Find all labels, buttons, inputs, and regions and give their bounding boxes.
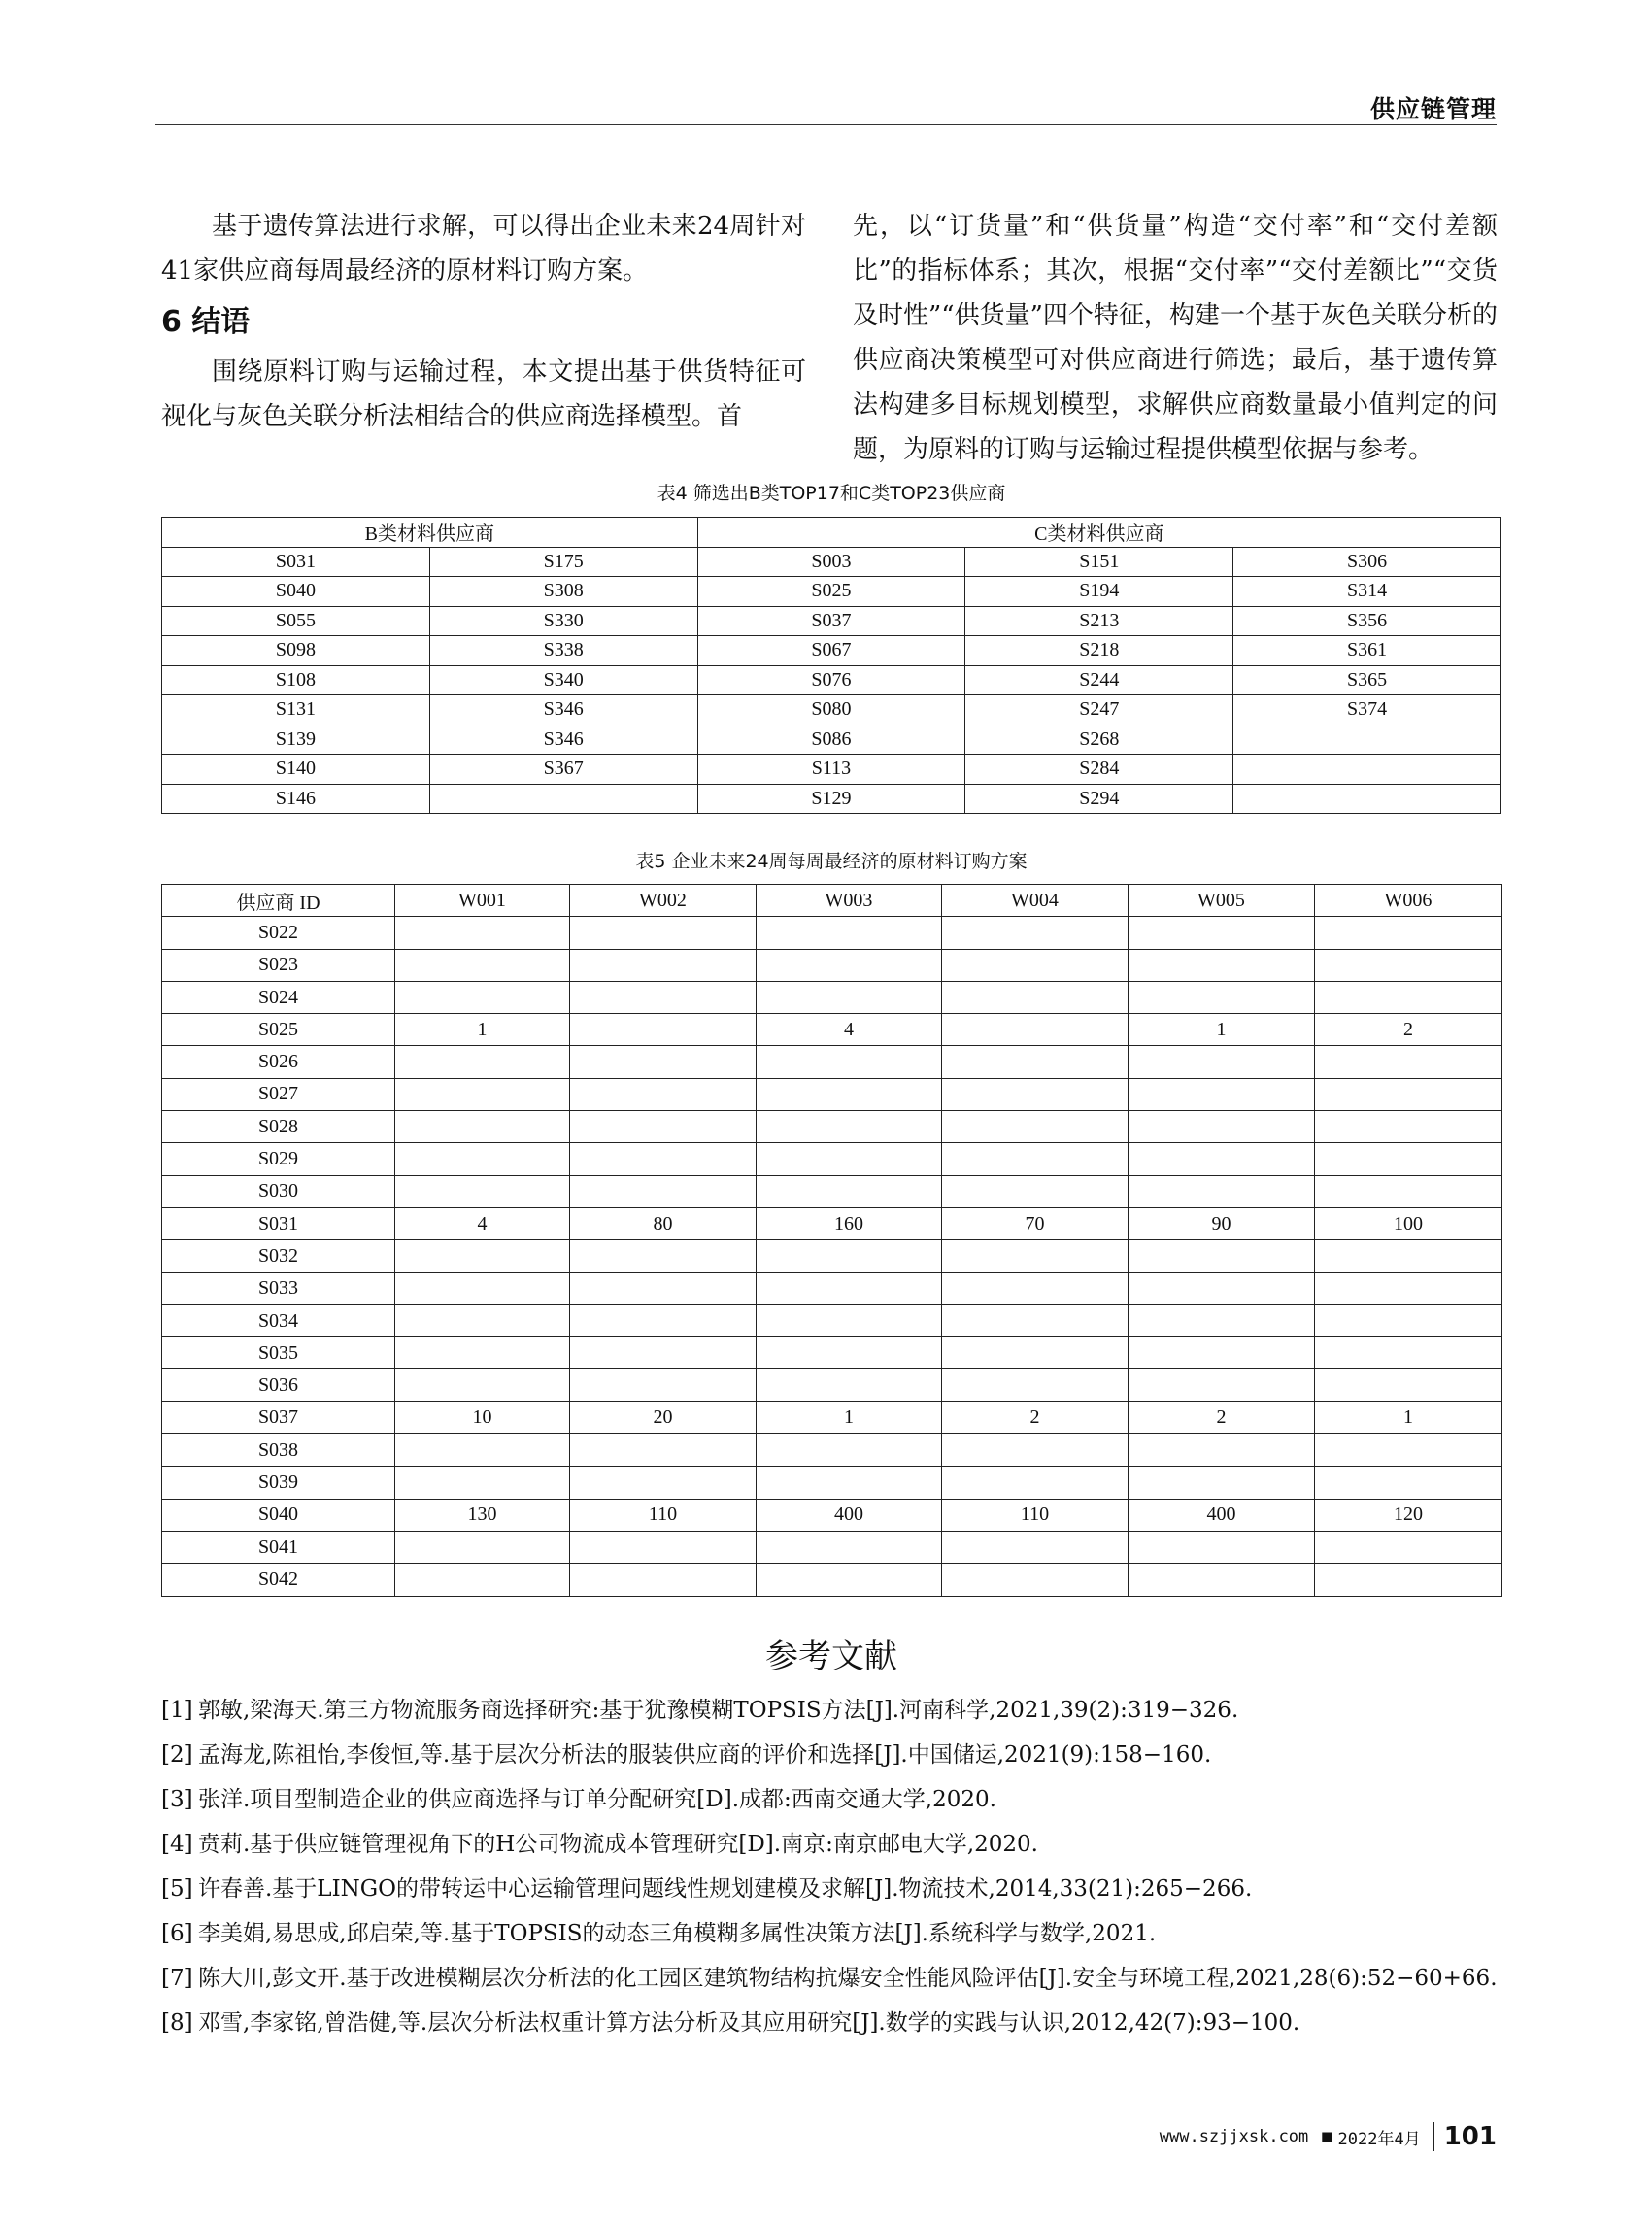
table-row <box>162 1207 1502 1239</box>
supplier-id-cell: S041 <box>162 1531 395 1563</box>
page-footer <box>1160 2122 1497 2151</box>
table-cell <box>1315 1272 1502 1304</box>
table-cell: S175 <box>429 547 697 577</box>
table-cell <box>757 1369 942 1401</box>
column-header: W004 <box>942 885 1129 917</box>
body-column-right <box>853 204 1498 472</box>
table-cell <box>570 1434 757 1467</box>
table-cell <box>1315 917 1502 949</box>
table-cell <box>1315 1078 1502 1110</box>
table-cell <box>1129 1272 1315 1304</box>
table-row <box>162 1304 1502 1336</box>
table-cell <box>1129 917 1315 949</box>
table-cell <box>942 1143 1129 1175</box>
table-cell <box>1129 981 1315 1013</box>
table-cell: 400 <box>1129 1499 1315 1531</box>
table-cell: 110 <box>942 1499 1129 1531</box>
table-cell <box>1315 1046 1502 1078</box>
table-cell <box>1315 1304 1502 1336</box>
table-cell: S338 <box>429 636 697 666</box>
table-cell <box>942 1304 1129 1336</box>
table5-caption: 表5 企业未来24周每周最经济的原材料订购方案 <box>635 851 1028 872</box>
table-cell: 1 <box>1315 1401 1502 1433</box>
table-cell <box>1129 949 1315 981</box>
supplier-id-cell: S024 <box>162 981 395 1013</box>
table-cell <box>1129 1078 1315 1110</box>
table-cell <box>1129 1369 1315 1401</box>
table-cell <box>942 1272 1129 1304</box>
table5 <box>161 884 1502 1597</box>
table-header-row <box>162 518 1501 548</box>
table-cell: S131 <box>162 695 430 725</box>
table-cell <box>942 917 1129 949</box>
table-row <box>162 1014 1502 1046</box>
table-cell <box>570 1014 757 1046</box>
table-cell <box>395 1467 570 1499</box>
body-column-left <box>161 204 806 439</box>
table-cell <box>1315 949 1502 981</box>
supplier-id-cell: S042 <box>162 1564 395 1596</box>
table-cell: S067 <box>697 636 965 666</box>
table-cell <box>1129 1434 1315 1467</box>
table-cell: S194 <box>965 577 1233 607</box>
table-cell: S076 <box>697 665 965 695</box>
table-cell <box>757 1175 942 1207</box>
table-cell <box>1129 1046 1315 1078</box>
reference-number: [3] <box>161 1787 193 1812</box>
reference-text: 李美娟,易思成,邱启荣,等.基于TOPSIS的动态三角模糊多属性决策方法[J].系统科学与数学,2021. <box>198 1921 1157 1946</box>
table-row <box>162 1078 1502 1110</box>
table-cell <box>942 1175 1129 1207</box>
supplier-id-cell: S040 <box>162 1499 395 1531</box>
footer-url: www.szjjxsk.com <box>1159 2127 1309 2146</box>
table-row <box>162 917 1502 949</box>
table-cell <box>570 1531 757 1563</box>
table-cell <box>757 1046 942 1078</box>
table-row <box>162 725 1501 755</box>
group-header-b: B类材料供应商 <box>162 518 698 548</box>
supplier-id-cell: S037 <box>162 1401 395 1433</box>
supplier-id-cell: S036 <box>162 1369 395 1401</box>
table-cell <box>395 917 570 949</box>
table-cell <box>395 1078 570 1110</box>
reference-item <box>161 1867 1501 1911</box>
table-row <box>162 1531 1502 1563</box>
table-cell <box>570 1240 757 1272</box>
table-cell: S113 <box>697 755 965 785</box>
supplier-id-cell: S025 <box>162 1014 395 1046</box>
reference-item <box>161 1688 1501 1733</box>
table-cell: 20 <box>570 1401 757 1433</box>
table-cell <box>1315 1111 1502 1143</box>
table-cell: 120 <box>1315 1499 1502 1531</box>
table-row <box>162 1499 1502 1531</box>
reference-number: [2] <box>161 1742 193 1768</box>
reference-number: [7] <box>161 1966 193 1991</box>
header-rule <box>155 124 1497 125</box>
table-cell: S146 <box>162 784 430 814</box>
table-cell <box>942 1240 1129 1272</box>
table-cell: S108 <box>162 665 430 695</box>
table-row <box>162 1240 1502 1272</box>
table-cell: 90 <box>1129 1207 1315 1239</box>
table-cell: 400 <box>757 1499 942 1531</box>
table-cell <box>1129 1531 1315 1563</box>
table-cell: S374 <box>1233 695 1501 725</box>
table-cell <box>570 1337 757 1369</box>
reference-text: 许春善.基于LINGO的带转运中心运输管理问题线性规划建模及求解[J].物流技术,2014,33(21):265−266. <box>198 1876 1253 1902</box>
table-cell: S140 <box>162 755 430 785</box>
table-cell: 2 <box>1129 1401 1315 1433</box>
table-row <box>162 1467 1502 1499</box>
table-cell: 1 <box>757 1401 942 1433</box>
table-cell: S314 <box>1233 577 1501 607</box>
table-cell <box>1129 1143 1315 1175</box>
table-cell: S139 <box>162 725 430 755</box>
table-cell <box>757 1143 942 1175</box>
table-cell: 100 <box>1315 1207 1502 1239</box>
reference-item <box>161 1777 1501 1822</box>
footer-bullet: ■ <box>1322 2127 1332 2146</box>
reference-text: 张洋.项目型制造企业的供应商选择与订单分配研究[D].成都:西南交通大学,2020. <box>198 1787 996 1812</box>
table-row <box>162 755 1501 785</box>
table-cell <box>1129 1564 1315 1596</box>
table-cell <box>570 1564 757 1596</box>
table-cell <box>757 917 942 949</box>
column-header: 供应商 ID <box>162 885 395 917</box>
table-cell <box>570 917 757 949</box>
table-cell: S003 <box>697 547 965 577</box>
table-row <box>162 606 1501 636</box>
table-row <box>162 949 1502 981</box>
table-cell <box>1315 1564 1502 1596</box>
paragraph: 围绕原料订购与运输过程，本文提出基于供货特征可视化与灰色关联分析法相结合的供应商选择模型。首 <box>161 357 806 431</box>
reference-item <box>161 1911 1501 1956</box>
table-cell <box>942 1564 1129 1596</box>
table-cell <box>942 1467 1129 1499</box>
table-cell <box>942 1337 1129 1369</box>
table-cell <box>570 1143 757 1175</box>
table4 <box>161 517 1501 814</box>
table-cell: 1 <box>1129 1014 1315 1046</box>
table-cell <box>570 1046 757 1078</box>
table-cell: S330 <box>429 606 697 636</box>
table-cell <box>395 949 570 981</box>
table-cell: S080 <box>697 695 965 725</box>
table-cell <box>395 1531 570 1563</box>
column-header: W002 <box>570 885 757 917</box>
supplier-id-cell: S033 <box>162 1272 395 1304</box>
table-cell <box>395 1434 570 1467</box>
table-cell: S151 <box>965 547 1233 577</box>
table-cell <box>395 1111 570 1143</box>
table-cell: S306 <box>1233 547 1501 577</box>
table-cell <box>570 1272 757 1304</box>
table-cell <box>1129 1337 1315 1369</box>
table-cell <box>570 1078 757 1110</box>
table-cell <box>757 1272 942 1304</box>
column-header: W006 <box>1315 885 1502 917</box>
table-cell <box>1129 1111 1315 1143</box>
table-cell <box>757 1304 942 1336</box>
table-cell <box>942 1046 1129 1078</box>
table-cell <box>570 1304 757 1336</box>
table-cell <box>1315 1175 1502 1207</box>
table-row <box>162 1564 1502 1596</box>
table-cell: S367 <box>429 755 697 785</box>
table-cell <box>1315 981 1502 1013</box>
table-cell: S346 <box>429 725 697 755</box>
reference-item <box>161 1956 1501 2001</box>
table-cell: 80 <box>570 1207 757 1239</box>
table-cell: S086 <box>697 725 965 755</box>
table-cell: 1 <box>395 1014 570 1046</box>
table-cell <box>395 1369 570 1401</box>
table-row <box>162 784 1501 814</box>
paragraph: 先，以“订货量”和“供货量”构造“交付率”和“交付差额比”的指标体系；其次，根据“交付率”“交付差额比”“交货及时性”“供货量”四个特征，构建一个基于灰色关联分析的供应商决策模型可对供应商进行筛选；最后，基于遗传算法构建多目标规划模型，求解供应商数量最小值判定的问题，为原料的订购与运输过程提供模型依据与参考。 <box>853 212 1498 464</box>
table-cell <box>1129 1240 1315 1272</box>
supplier-id-cell: S027 <box>162 1078 395 1110</box>
table-row <box>162 1434 1502 1467</box>
table-cell <box>757 1111 942 1143</box>
supplier-id-cell: S030 <box>162 1175 395 1207</box>
footer-date: 2022年4月 <box>1337 2129 1421 2149</box>
table-cell <box>1315 1240 1502 1272</box>
table-cell <box>942 1434 1129 1467</box>
page-number: 101 <box>1443 2122 1497 2151</box>
table-row <box>162 1046 1502 1078</box>
reference-text: 贲莉.基于供应链管理视角下的H公司物流成本管理研究[D].南京:南京邮电大学,2020. <box>198 1832 1038 1857</box>
table-row <box>162 1111 1502 1143</box>
running-header: 供应链管理 <box>1369 95 1497 123</box>
table-cell <box>570 1369 757 1401</box>
table-cell <box>570 1111 757 1143</box>
reference-item <box>161 1822 1501 1867</box>
references-list <box>161 1688 1501 2045</box>
table-cell: 10 <box>395 1401 570 1433</box>
table-row <box>162 695 1501 725</box>
supplier-id-cell: S039 <box>162 1467 395 1499</box>
table-cell <box>395 1564 570 1596</box>
table-row <box>162 1143 1502 1175</box>
table-cell <box>1315 1467 1502 1499</box>
table-cell: S346 <box>429 695 697 725</box>
table-cell <box>395 1175 570 1207</box>
supplier-id-cell: S023 <box>162 949 395 981</box>
table-cell <box>1129 1175 1315 1207</box>
table-cell: S268 <box>965 725 1233 755</box>
table-cell: S284 <box>965 755 1233 785</box>
table-row <box>162 547 1501 577</box>
table-cell: S055 <box>162 606 430 636</box>
references-title: 参考文献 <box>765 1637 897 1676</box>
table-cell <box>1233 755 1501 785</box>
table-cell: S247 <box>965 695 1233 725</box>
table-cell: 4 <box>757 1014 942 1046</box>
table-cell: S098 <box>162 636 430 666</box>
supplier-id-cell: S038 <box>162 1434 395 1467</box>
table-cell: S031 <box>162 547 430 577</box>
supplier-id-cell: S022 <box>162 917 395 949</box>
table-header-row <box>162 885 1502 917</box>
group-header-c: C类材料供应商 <box>697 518 1500 548</box>
footer-divider <box>1433 2122 1434 2151</box>
table-cell <box>395 1272 570 1304</box>
table-row <box>162 1369 1502 1401</box>
table-cell: S294 <box>965 784 1233 814</box>
table-cell: S037 <box>697 606 965 636</box>
table-cell: 2 <box>1315 1014 1502 1046</box>
column-header: W005 <box>1129 885 1315 917</box>
table-cell: S365 <box>1233 665 1501 695</box>
table-cell <box>942 1111 1129 1143</box>
table-cell: 130 <box>395 1499 570 1531</box>
table-cell: 4 <box>395 1207 570 1239</box>
reference-number: [4] <box>161 1832 193 1857</box>
table-row <box>162 1272 1502 1304</box>
paragraph: 基于遗传算法进行求解，可以得出企业未来24周针对41家供应商每周最经济的原材料订购方案。 <box>161 212 806 286</box>
table-cell: S040 <box>162 577 430 607</box>
column-header: W001 <box>395 885 570 917</box>
table-cell <box>395 1304 570 1336</box>
table-cell <box>429 784 697 814</box>
table-cell <box>570 1467 757 1499</box>
table-row <box>162 665 1501 695</box>
reference-text: 陈大川,彭文开.基于改进模糊层次分析法的化工园区建筑物结构抗爆安全性能风险评估[J].安全与环境工程,2021,28(6):52−60+66. <box>198 1966 1498 1991</box>
table-cell <box>1315 1337 1502 1369</box>
table-cell <box>570 981 757 1013</box>
table-row <box>162 577 1501 607</box>
table-cell <box>942 1531 1129 1563</box>
table4-caption: 表4 筛选出B类TOP17和C类TOP23供应商 <box>657 483 1006 504</box>
table-cell <box>757 1531 942 1563</box>
table-cell <box>942 1014 1129 1046</box>
table-cell <box>757 1078 942 1110</box>
table-cell <box>1233 725 1501 755</box>
reference-text: 郭敏,梁海天.第三方物流服务商选择研究:基于犹豫模糊TOPSIS方法[J].河南科学,2021,39(2):319−326. <box>198 1698 1239 1723</box>
table-cell <box>757 1564 942 1596</box>
supplier-id-cell: S026 <box>162 1046 395 1078</box>
table-cell <box>1315 1434 1502 1467</box>
table-cell <box>757 1467 942 1499</box>
table-row <box>162 981 1502 1013</box>
table-cell: S361 <box>1233 636 1501 666</box>
supplier-id-cell: S034 <box>162 1304 395 1336</box>
reference-number: [8] <box>161 2010 193 2036</box>
table-cell: S308 <box>429 577 697 607</box>
table-cell: S025 <box>697 577 965 607</box>
reference-text: 孟海龙,陈祖怡,李俊恒,等.基于层次分析法的服装供应商的评价和选择[J].中国储运,2021(9):158−160. <box>198 1742 1212 1768</box>
table-cell <box>395 1337 570 1369</box>
reference-number: [1] <box>161 1698 193 1723</box>
reference-item <box>161 1733 1501 1777</box>
table-cell: 110 <box>570 1499 757 1531</box>
supplier-id-cell: S035 <box>162 1337 395 1369</box>
table-cell: S340 <box>429 665 697 695</box>
column-header: W003 <box>757 885 942 917</box>
table-cell <box>757 981 942 1013</box>
table-cell <box>757 1337 942 1369</box>
supplier-id-cell: S032 <box>162 1240 395 1272</box>
table-cell: 2 <box>942 1401 1129 1433</box>
table-cell: S356 <box>1233 606 1501 636</box>
table-cell <box>395 981 570 1013</box>
table-cell <box>1315 1531 1502 1563</box>
table-row <box>162 1337 1502 1369</box>
table-row <box>162 636 1501 666</box>
table-cell <box>1129 1304 1315 1336</box>
table-cell <box>942 949 1129 981</box>
table-cell <box>395 1046 570 1078</box>
table-cell <box>757 1240 942 1272</box>
table-cell <box>1315 1143 1502 1175</box>
table-cell <box>570 949 757 981</box>
table-cell <box>570 1175 757 1207</box>
table-cell <box>1315 1369 1502 1401</box>
section-heading: 6 结语 <box>161 305 251 339</box>
table-cell <box>395 1240 570 1272</box>
table-cell <box>942 981 1129 1013</box>
supplier-id-cell: S028 <box>162 1111 395 1143</box>
table-cell <box>757 1434 942 1467</box>
table-cell: 70 <box>942 1207 1129 1239</box>
table-cell <box>757 949 942 981</box>
table-cell <box>942 1078 1129 1110</box>
table-cell <box>942 1369 1129 1401</box>
table-cell <box>1129 1467 1315 1499</box>
supplier-id-cell: S029 <box>162 1143 395 1175</box>
reference-number: [6] <box>161 1921 193 1946</box>
table-row <box>162 1175 1502 1207</box>
supplier-id-cell: S031 <box>162 1207 395 1239</box>
table-cell: S213 <box>965 606 1233 636</box>
table-cell: 160 <box>757 1207 942 1239</box>
reference-number: [5] <box>161 1876 193 1902</box>
reference-text: 邓雪,李家铭,曾浩健,等.层次分析法权重计算方法分析及其应用研究[J].数学的实践与认识,2012,42(7):93−100. <box>198 2010 1300 2036</box>
table-cell: S244 <box>965 665 1233 695</box>
table-cell: S129 <box>697 784 965 814</box>
table-row <box>162 1401 1502 1433</box>
table-cell <box>1233 784 1501 814</box>
reference-item <box>161 2001 1501 2045</box>
table-cell <box>395 1143 570 1175</box>
table-cell: S218 <box>965 636 1233 666</box>
